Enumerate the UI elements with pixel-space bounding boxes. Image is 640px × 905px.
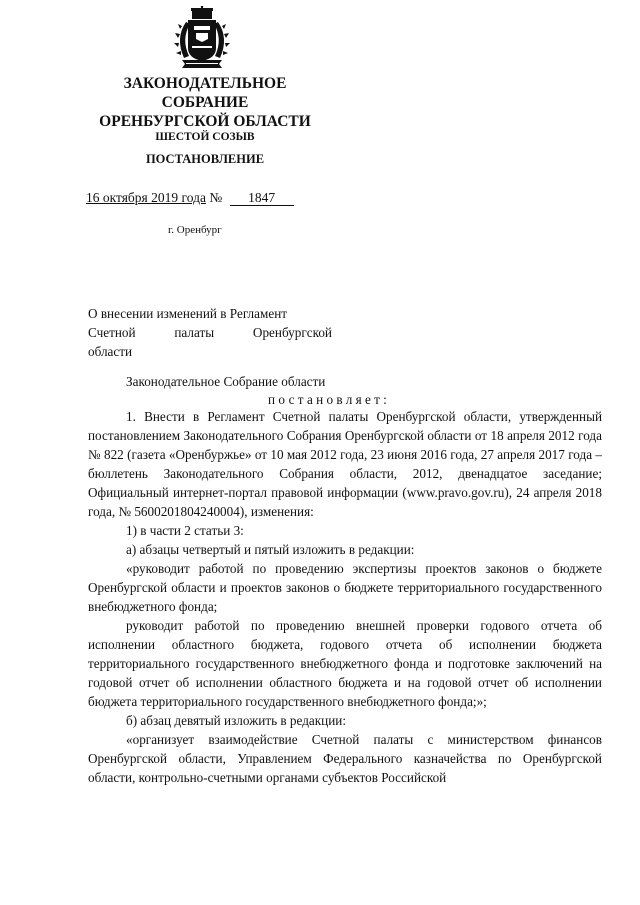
organization-name — [60, 74, 350, 131]
paragraph: «организует взаимодействие Счетной палаты с министерством финансов Оренбургской области, Управлением Федерального казначейства по Оренбургской области, контрольно-счетными органами субъектов Российской — [88, 732, 602, 785]
subject-line-2: Счетной палаты Оренбургской — [88, 325, 332, 340]
document-type: ПОСТАНОВЛЕНИЕ — [145, 152, 265, 166]
paragraph: б) абзац девятый изложить в редакции: — [126, 713, 346, 728]
paragraph: а) абзацы четвертый и пятый изложить в редакции: — [126, 542, 415, 557]
document-number: 1847 — [230, 191, 294, 206]
subject-line-1: О внесении изменений в Регламент — [88, 306, 288, 321]
document-subject — [88, 304, 332, 361]
org-line-3: ОРЕНБУРГСКОЙ ОБЛАСТИ — [99, 113, 311, 130]
paragraph: «руководит работой по проведению экспертизы проектов законов о бюджете Оренбургской области и проектов законов о бюджете территориального государственного внебюджетного фонда; — [88, 561, 602, 614]
document-body — [88, 407, 602, 787]
convocation: ШЕСТОЙ СОЗЫВ — [155, 131, 255, 143]
paragraph: 1. Внести в Регламент Счетной палаты Оренбургской области, утвержденный постановлением Законодательного Собрания Оренбургской области от 18 апреля 2012 года № 822 (газета «Оренбуржье» от 10 мая 2012 года, 23 июня 2016 года, 27 апреля 2017 года – бюллетень Законодательного Собрания области, 2012, двенадцатое заседание; Официальный интернет-портал правовой информации (www.pravo.gov.ru), 24 апреля 2018 года, № 5600201804240004), изменения: — [88, 409, 602, 519]
org-line-2: СОБРАНИЕ — [161, 94, 249, 111]
paragraph: 1) в части 2 статьи 3: — [126, 523, 244, 538]
paragraph: руководит работой по проведению внешней проверки годового отчета об исполнении областного бюджета, годового отчета об исполнении бюджета территориального государственного внебюджетного фонда и подготовке заключений на годовой отчет об исполнении областного бюджета и на годовой отчет об исполнении бюджета территориального государственного внебюджетного фонда;»; — [88, 618, 602, 709]
document-date: 16 октября 2019 года — [86, 190, 206, 205]
date-number-line — [86, 190, 294, 206]
subject-line-3: области — [88, 344, 133, 359]
preamble: Законодательное Собрание области — [126, 374, 326, 389]
city: г. Оренбург — [168, 224, 222, 236]
coat-of-arms-emblem — [172, 6, 232, 72]
resolves-word: постановляет: — [268, 392, 391, 407]
org-line-1: ЗАКОНОДАТЕЛЬНОЕ — [123, 75, 287, 92]
number-sign: № — [209, 190, 223, 205]
